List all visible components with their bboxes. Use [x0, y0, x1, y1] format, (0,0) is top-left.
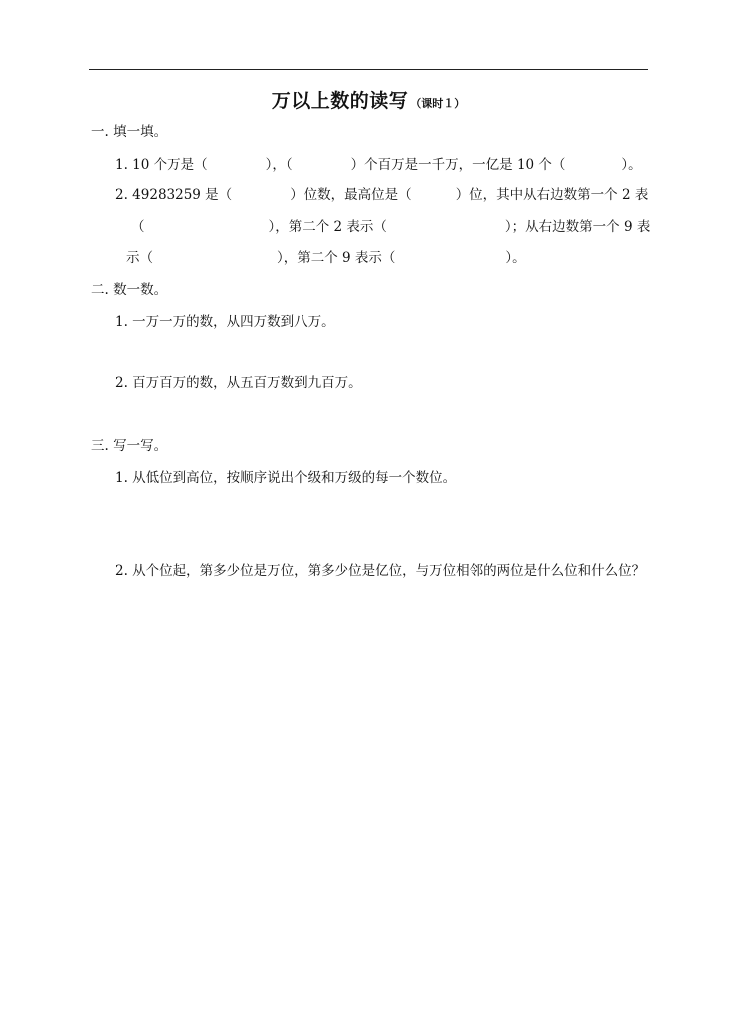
q2-text-a: 2. 49283259 是（: [115, 187, 233, 203]
q2-text-h: ），第二个 9 表示（: [277, 250, 396, 266]
q1-text-b: ），（: [265, 157, 293, 173]
section1-q2-line3: [126, 249, 526, 267]
section3-q1: 1. 从低位到高位，按顺序说出个级和万级的每一个数位。: [115, 470, 457, 486]
q2-text-f: ）；从右边数第一个 9 表: [504, 219, 651, 235]
q2-text-i: ）。: [505, 250, 526, 266]
header-rule: [89, 69, 648, 70]
q2-text-b: ）位数，最高位是（: [290, 187, 412, 203]
q2-text-c: ）位，其中从右边数第一个 2 表: [455, 187, 649, 203]
page-title: [0, 86, 737, 113]
q1-text-d: ）。: [621, 157, 642, 173]
section2-q2: 2. 百万百万的数，从五百万数到九百万。: [115, 375, 362, 391]
section3-heading: 三. 写一写。: [91, 438, 168, 454]
q2-text-d: （: [131, 219, 145, 235]
section3-q2: 2. 从个位起，第多少位是万位，第多少位是亿位，与万位相邻的两位是什么位和什么位？: [115, 563, 646, 579]
section2-heading: 二. 数一数。: [91, 282, 168, 298]
q2-text-g: 示（: [126, 250, 153, 266]
section1-heading: 一. 填一填。: [91, 124, 168, 140]
section2-q1: 1. 一万一万的数，从四万数到八万。: [115, 314, 335, 330]
title-lesson-note: （课时１）: [410, 97, 466, 110]
section1-q1: [115, 156, 642, 174]
title-main: 万以上数的读写: [271, 90, 409, 112]
q2-text-e: ），第二个 2 表示（: [268, 219, 387, 235]
q1-text-c: ）个百万是一千万，一亿是 10 个（: [350, 157, 566, 173]
section1-q2-line2: [131, 218, 650, 236]
section1-q2-line1: [115, 186, 648, 204]
q1-text-a: 1. 10 个万是（: [115, 157, 208, 173]
